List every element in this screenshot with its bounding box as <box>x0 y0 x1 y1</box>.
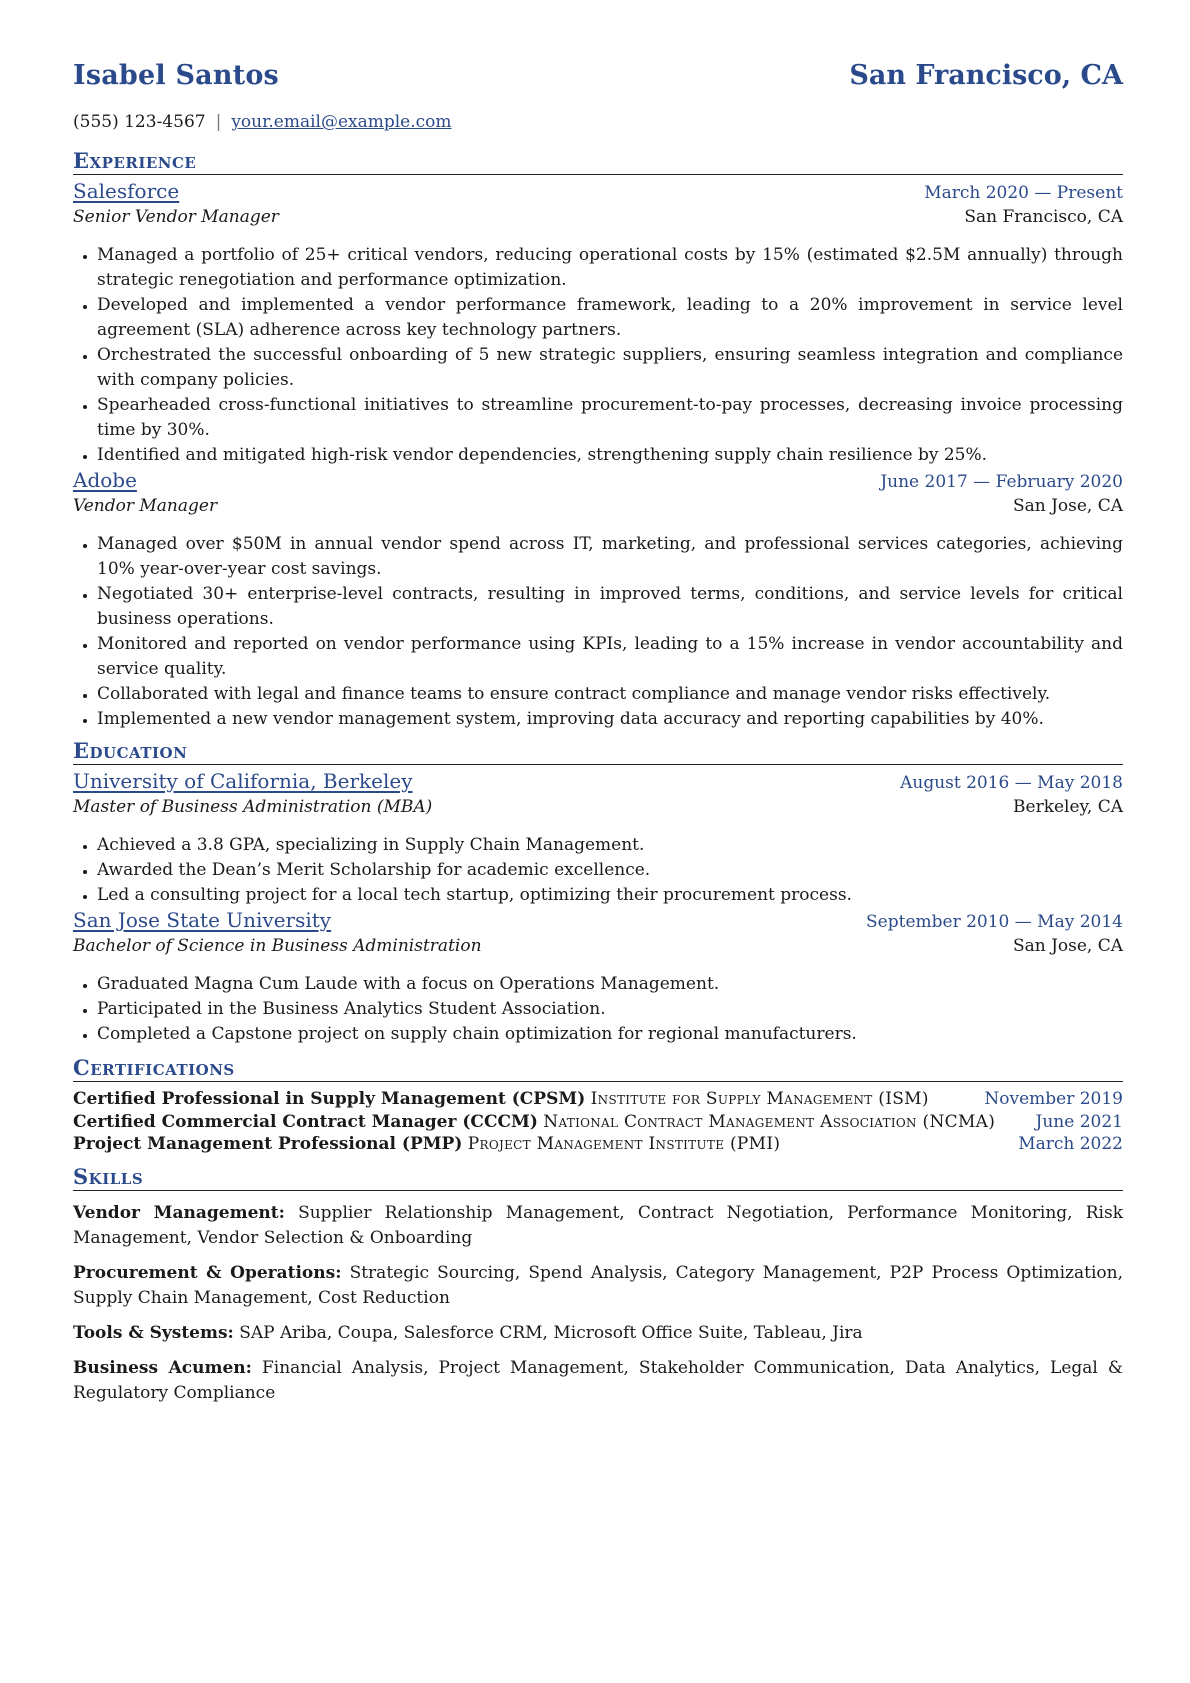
skill-group <box>73 1356 1123 1406</box>
bullet-item: • Negotiated 30+ enterprise-level contracts, resulting in improved terms, conditions, and service levels for critical business operations. <box>97 582 1123 632</box>
certification-date: June 2021 <box>1035 1111 1123 1132</box>
certification-date: November 2019 <box>984 1089 1123 1109</box>
school-link[interactable]: University of California, Berkeley <box>73 769 413 793</box>
candidate-name: Isabel Santos <box>73 60 279 91</box>
experience-entry <box>73 179 1123 468</box>
skill-items: Financial Analysis, Project Management, Stakeholder Communication, Data Analytics, Legal & Regulatory Compliance <box>73 1357 1123 1403</box>
bullet-item: • Spearheaded cross-functional initiatives to streamline procurement-to-pay processes, decreasing invoice processing time by 30%. <box>97 393 1123 443</box>
education-entry <box>73 908 1123 1047</box>
bullet-list <box>73 833 1123 908</box>
section-heading-skills: Skills <box>73 1164 1123 1191</box>
certification-list <box>73 1088 1123 1156</box>
resume-page <box>73 60 1123 1406</box>
bullet-item: • Collaborated with legal and finance teams to ensure contract compliance and manage vendor risks effectively. <box>97 682 1123 707</box>
experience-entry <box>73 468 1123 732</box>
entry-dates: September 2010 — May 2014 <box>866 912 1123 932</box>
entry-location: Berkeley, CA <box>1013 797 1123 817</box>
certification-item <box>73 1088 1123 1111</box>
section-heading-experience: Experience <box>73 148 1123 175</box>
education-entry <box>73 769 1123 908</box>
resume-header <box>73 60 1123 108</box>
bullet-item: • Participated in the Business Analytics Student Association. <box>97 997 1123 1022</box>
bullet-item: • Orchestrated the successful onboarding of 5 new strategic suppliers, ensuring seamless integration and compliance with company policies. <box>97 343 1123 393</box>
entry-location: San Francisco, CA <box>964 207 1123 227</box>
entry-location: San Jose, CA <box>1012 936 1123 956</box>
skill-category: Procurement & Operations: <box>73 1262 342 1283</box>
bullet-item: • Implemented a new vendor management system, improving data accuracy and reporting capabilities by 40%. <box>97 707 1123 732</box>
skill-items: Strategic Sourcing, Spend Analysis, Category Management, P2P Process Optimization, Supply Chain Management, Cost Reduction <box>73 1262 1123 1308</box>
skills-list <box>73 1201 1123 1406</box>
bullet-list <box>73 532 1123 732</box>
degree: Bachelor of Science in Business Administration <box>73 936 482 956</box>
bullet-item: • Completed a Capstone project on supply chain optimization for regional manufacturers. <box>97 1022 1123 1047</box>
skill-items: Supplier Relationship Management, Contract Negotiation, Performance Monitoring, Risk Management, Vendor Selection & Onboarding <box>73 1202 1123 1248</box>
bullet-item: • Led a consulting project for a local tech startup, optimizing their procurement process. <box>97 883 1123 908</box>
section-heading-education: Education <box>73 738 1123 765</box>
company-link[interactable]: Salesforce <box>73 179 180 203</box>
contact-line <box>73 112 1123 142</box>
bullet-item: • Awarded the Dean’s Merit Scholarship for academic excellence. <box>97 858 1123 883</box>
skill-category: Business Acumen: <box>73 1357 252 1378</box>
bullet-item: • Developed and implemented a vendor performance framework, leading to a 20% improvement in service level agreement (SLA) adherence across key technology partners. <box>97 293 1123 343</box>
bullet-item: • Identified and mitigated high-risk vendor dependencies, strengthening supply chain resilience by 25%. <box>97 443 1123 468</box>
entry-location: San Jose, CA <box>1012 496 1123 516</box>
bullet-item: • Graduated Magna Cum Laude with a focus on Operations Management. <box>97 972 1123 997</box>
certification-name: Certified Commercial Contract Manager (CCCM) <box>73 1111 538 1132</box>
skill-group <box>73 1261 1123 1311</box>
skill-category: Vendor Management: <box>73 1202 285 1223</box>
certification-item <box>73 1133 1123 1156</box>
entry-dates: June 2017 — February 2020 <box>880 472 1123 492</box>
phone-number: (555) 123-4567 <box>73 112 206 132</box>
skill-group <box>73 1321 1123 1346</box>
certification-item <box>73 1111 1123 1134</box>
bullet-list <box>73 243 1123 468</box>
bullet-item: • Monitored and reported on vendor performance using KPIs, leading to a 15% increase in vendor accountability and service quality. <box>97 632 1123 682</box>
certification-date: March 2022 <box>1018 1134 1123 1154</box>
certification-name: Certified Professional in Supply Management (CPSM) <box>73 1089 586 1109</box>
bullet-item: • Managed a portfolio of 25+ critical vendors, reducing operational costs by 15% (estimated $2.5M annually) through strategic renegotiation and performance optimization. <box>97 243 1123 293</box>
certification-issuer: Project Management Institute (PMI) <box>467 1134 781 1154</box>
company-link[interactable]: Adobe <box>73 468 137 492</box>
school-link[interactable]: San Jose State University <box>73 908 332 932</box>
bullet-item: • Achieved a 3.8 GPA, specializing in Supply Chain Management. <box>97 833 1123 858</box>
job-title: Vendor Manager <box>73 496 218 516</box>
certification-name: Project Management Professional (PMP) <box>73 1134 463 1154</box>
bullet-item: • Managed over $50M in annual vendor spend across IT, marketing, and professional services categories, achieving 10% year-over-year cost savings. <box>97 532 1123 582</box>
skill-items: SAP Ariba, Coupa, Salesforce CRM, Microsoft Office Suite, Tableau, Jira <box>239 1322 863 1343</box>
contact-separator: | <box>215 112 222 132</box>
section-heading-certifications: Certifications <box>73 1055 1123 1082</box>
candidate-location: San Francisco, CA <box>849 60 1123 91</box>
entry-dates: August 2016 — May 2018 <box>900 773 1123 793</box>
degree: Master of Business Administration (MBA) <box>73 797 433 817</box>
certification-issuer: Institute for Supply Management (ISM) <box>590 1089 929 1109</box>
entry-dates: March 2020 — Present <box>924 183 1123 203</box>
bullet-list <box>73 972 1123 1047</box>
email-link[interactable]: your.email@example.com <box>231 112 452 132</box>
skill-category: Tools & Systems: <box>73 1322 234 1343</box>
job-title: Senior Vendor Manager <box>73 207 279 227</box>
certification-issuer: National Contract Management Association (NCMA) <box>543 1111 996 1132</box>
skill-group <box>73 1201 1123 1251</box>
